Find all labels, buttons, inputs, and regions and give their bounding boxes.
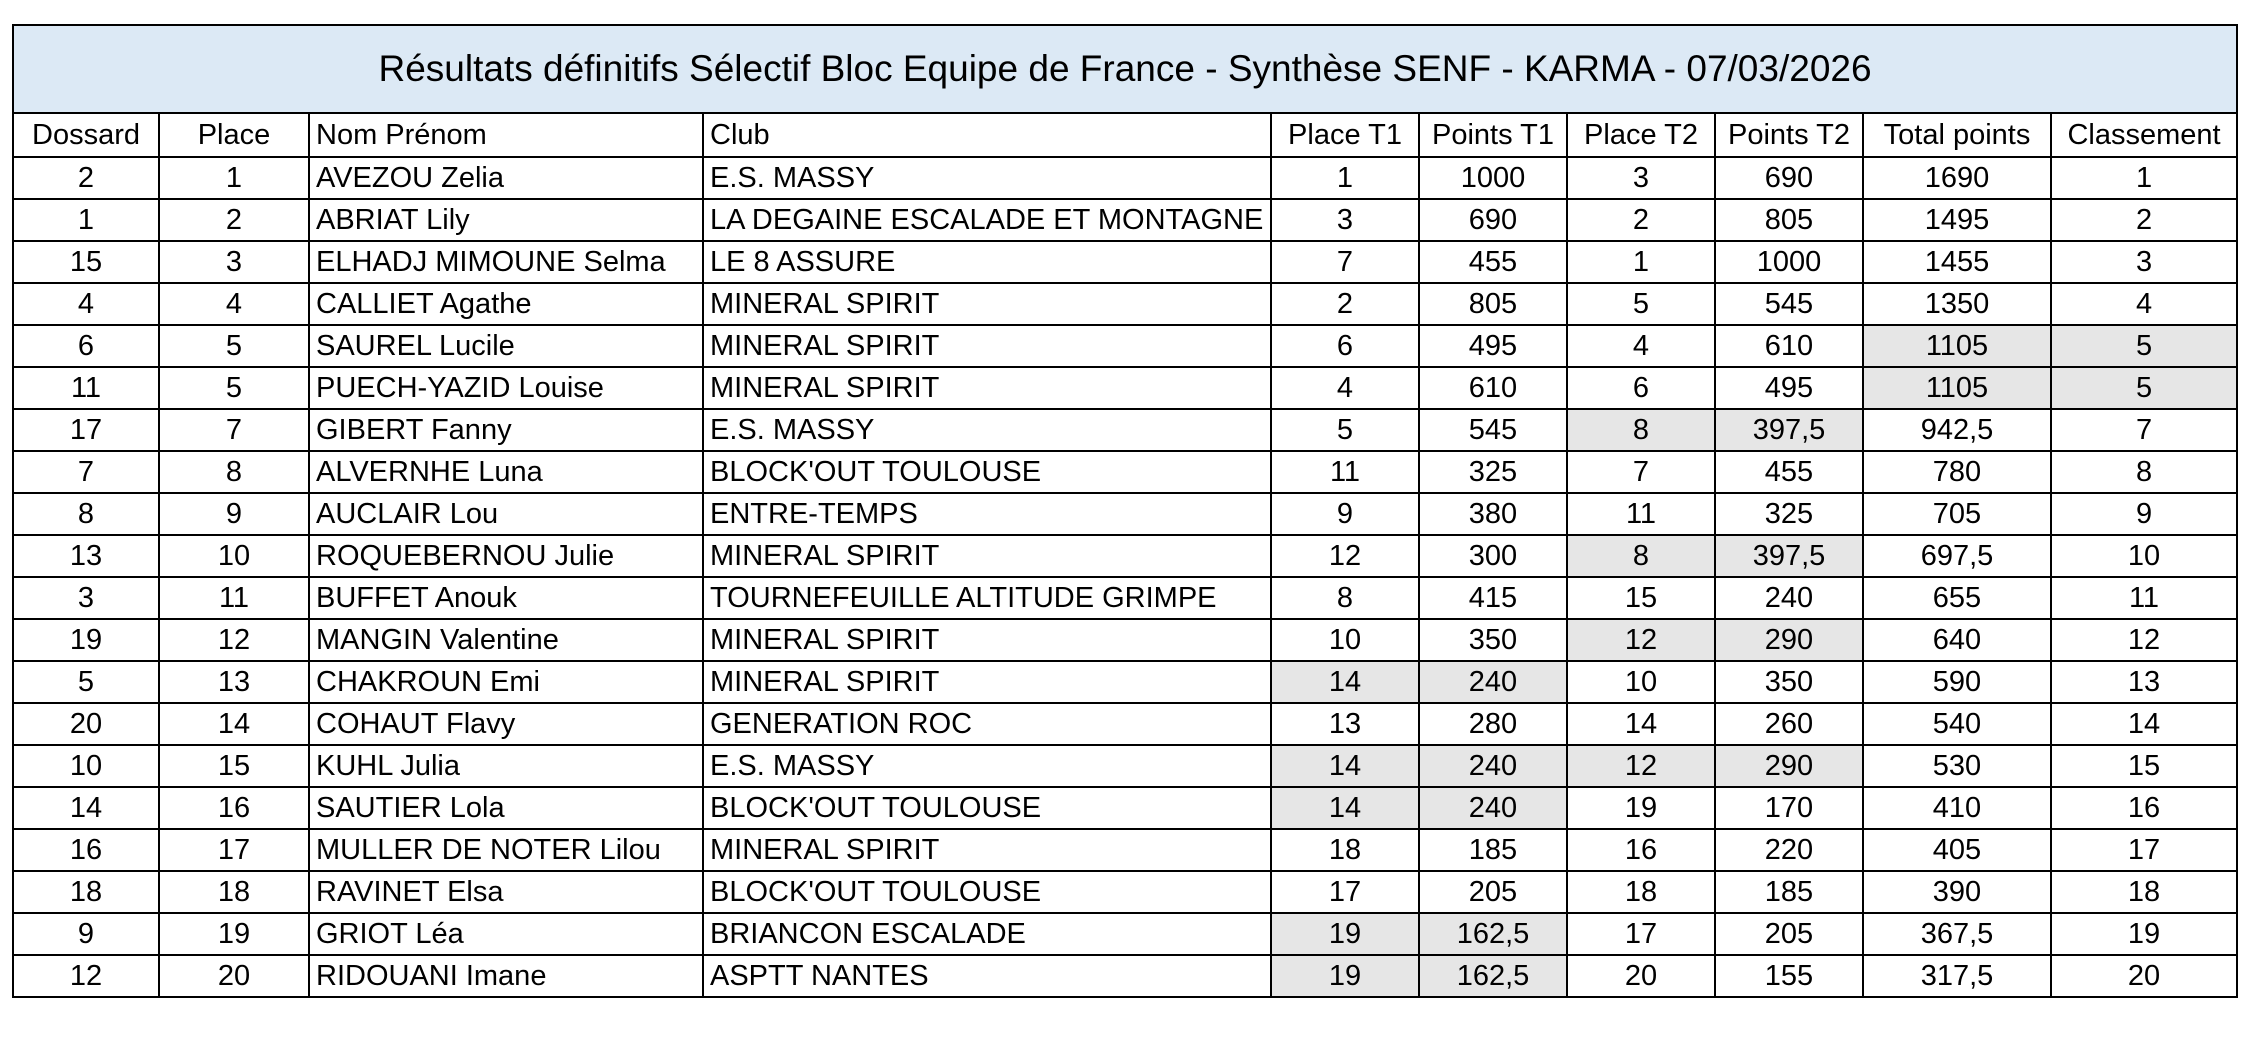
cell-place-t2: 6 — [1567, 367, 1715, 409]
cell-club: LE 8 ASSURE — [703, 241, 1271, 283]
table-row — [13, 199, 2237, 241]
table-row — [13, 577, 2237, 619]
cell-total-points: 780 — [1863, 451, 2051, 493]
cell-dossard: 13 — [13, 535, 159, 577]
cell-total-points: 640 — [1863, 619, 2051, 661]
table-row — [13, 451, 2237, 493]
cell-classement: 9 — [2051, 493, 2237, 535]
cell-place-t1: 11 — [1271, 451, 1419, 493]
cell-nom-prenom: ROQUEBERNOU Julie — [309, 535, 703, 577]
cell-place-t1: 3 — [1271, 199, 1419, 241]
table-row — [13, 493, 2237, 535]
results-table — [12, 24, 2238, 998]
cell-place-t1: 18 — [1271, 829, 1419, 871]
cell-club: MINERAL SPIRIT — [703, 535, 1271, 577]
cell-nom-prenom: SAUTIER Lola — [309, 787, 703, 829]
cell-club: ENTRE-TEMPS — [703, 493, 1271, 535]
header-dossard: Dossard — [13, 113, 159, 157]
cell-classement: 17 — [2051, 829, 2237, 871]
cell-place: 5 — [159, 367, 309, 409]
cell-place-t1: 13 — [1271, 703, 1419, 745]
cell-place: 1 — [159, 157, 309, 199]
cell-total-points: 1105 — [1863, 325, 2051, 367]
cell-points-t1: 1000 — [1419, 157, 1567, 199]
cell-dossard: 18 — [13, 871, 159, 913]
cell-place-t1: 12 — [1271, 535, 1419, 577]
header-points-t1: Points T1 — [1419, 113, 1567, 157]
cell-total-points: 697,5 — [1863, 535, 2051, 577]
page-title: Résultats définitifs Sélectif Bloc Equipe de France - Synthèse SENF - KARMA - 07/03/2026 — [13, 25, 2237, 113]
cell-classement: 7 — [2051, 409, 2237, 451]
table-row — [13, 241, 2237, 283]
cell-nom-prenom: CALLIET Agathe — [309, 283, 703, 325]
cell-place-t2: 18 — [1567, 871, 1715, 913]
cell-total-points: 1455 — [1863, 241, 2051, 283]
cell-points-t1: 240 — [1419, 745, 1567, 787]
cell-points-t1: 300 — [1419, 535, 1567, 577]
cell-classement: 14 — [2051, 703, 2237, 745]
cell-place: 3 — [159, 241, 309, 283]
cell-classement: 5 — [2051, 325, 2237, 367]
cell-points-t1: 240 — [1419, 787, 1567, 829]
cell-club: GENERATION ROC — [703, 703, 1271, 745]
cell-points-t1: 610 — [1419, 367, 1567, 409]
cell-club: MINERAL SPIRIT — [703, 619, 1271, 661]
cell-place-t2: 14 — [1567, 703, 1715, 745]
cell-dossard: 4 — [13, 283, 159, 325]
header-club: Club — [703, 113, 1271, 157]
header-classement: Classement — [2051, 113, 2237, 157]
cell-total-points: 1495 — [1863, 199, 2051, 241]
cell-classement: 16 — [2051, 787, 2237, 829]
cell-points-t1: 690 — [1419, 199, 1567, 241]
cell-place-t1: 9 — [1271, 493, 1419, 535]
cell-points-t2: 805 — [1715, 199, 1863, 241]
cell-place: 9 — [159, 493, 309, 535]
cell-place: 20 — [159, 955, 309, 997]
cell-points-t2: 205 — [1715, 913, 1863, 955]
cell-club: MINERAL SPIRIT — [703, 283, 1271, 325]
cell-place: 19 — [159, 913, 309, 955]
cell-place: 4 — [159, 283, 309, 325]
cell-points-t2: 397,5 — [1715, 535, 1863, 577]
cell-dossard: 19 — [13, 619, 159, 661]
cell-place: 18 — [159, 871, 309, 913]
cell-total-points: 590 — [1863, 661, 2051, 703]
cell-dossard: 20 — [13, 703, 159, 745]
header-place: Place — [159, 113, 309, 157]
cell-place: 17 — [159, 829, 309, 871]
table-row — [13, 913, 2237, 955]
cell-place-t1: 19 — [1271, 955, 1419, 997]
cell-dossard: 7 — [13, 451, 159, 493]
cell-classement: 1 — [2051, 157, 2237, 199]
cell-points-t2: 155 — [1715, 955, 1863, 997]
table-row — [13, 787, 2237, 829]
cell-place-t2: 5 — [1567, 283, 1715, 325]
cell-place: 16 — [159, 787, 309, 829]
cell-place: 12 — [159, 619, 309, 661]
cell-points-t1: 545 — [1419, 409, 1567, 451]
cell-points-t1: 805 — [1419, 283, 1567, 325]
cell-place-t1: 14 — [1271, 787, 1419, 829]
cell-total-points: 655 — [1863, 577, 2051, 619]
cell-club: E.S. MASSY — [703, 745, 1271, 787]
cell-classement: 13 — [2051, 661, 2237, 703]
cell-place-t2: 17 — [1567, 913, 1715, 955]
cell-club: E.S. MASSY — [703, 409, 1271, 451]
cell-points-t2: 220 — [1715, 829, 1863, 871]
cell-total-points: 540 — [1863, 703, 2051, 745]
cell-place-t2: 12 — [1567, 619, 1715, 661]
cell-classement: 4 — [2051, 283, 2237, 325]
cell-club: TOURNEFEUILLE ALTITUDE GRIMPE — [703, 577, 1271, 619]
cell-dossard: 6 — [13, 325, 159, 367]
cell-points-t1: 162,5 — [1419, 955, 1567, 997]
cell-place-t2: 20 — [1567, 955, 1715, 997]
cell-place-t2: 3 — [1567, 157, 1715, 199]
header-total-points: Total points — [1863, 113, 2051, 157]
cell-place-t1: 14 — [1271, 661, 1419, 703]
cell-classement: 12 — [2051, 619, 2237, 661]
cell-place: 15 — [159, 745, 309, 787]
cell-points-t2: 545 — [1715, 283, 1863, 325]
cell-points-t2: 290 — [1715, 619, 1863, 661]
cell-classement: 8 — [2051, 451, 2237, 493]
cell-nom-prenom: ELHADJ MIMOUNE Selma — [309, 241, 703, 283]
cell-place-t2: 1 — [1567, 241, 1715, 283]
cell-place-t2: 15 — [1567, 577, 1715, 619]
title-row — [13, 25, 2237, 113]
cell-club: BLOCK'OUT TOULOUSE — [703, 871, 1271, 913]
cell-points-t2: 350 — [1715, 661, 1863, 703]
cell-points-t1: 495 — [1419, 325, 1567, 367]
cell-club: BLOCK'OUT TOULOUSE — [703, 451, 1271, 493]
cell-place-t1: 14 — [1271, 745, 1419, 787]
cell-dossard: 3 — [13, 577, 159, 619]
cell-club: BLOCK'OUT TOULOUSE — [703, 787, 1271, 829]
cell-points-t1: 185 — [1419, 829, 1567, 871]
cell-points-t2: 290 — [1715, 745, 1863, 787]
cell-club: MINERAL SPIRIT — [703, 829, 1271, 871]
cell-dossard: 2 — [13, 157, 159, 199]
cell-nom-prenom: RIDOUANI Imane — [309, 955, 703, 997]
cell-points-t2: 690 — [1715, 157, 1863, 199]
cell-total-points: 530 — [1863, 745, 2051, 787]
cell-place-t2: 16 — [1567, 829, 1715, 871]
header-row — [13, 113, 2237, 157]
cell-total-points: 410 — [1863, 787, 2051, 829]
table-row — [13, 367, 2237, 409]
cell-place: 8 — [159, 451, 309, 493]
cell-nom-prenom: GRIOT Léa — [309, 913, 703, 955]
cell-points-t1: 350 — [1419, 619, 1567, 661]
cell-points-t1: 240 — [1419, 661, 1567, 703]
cell-points-t1: 325 — [1419, 451, 1567, 493]
cell-total-points: 390 — [1863, 871, 2051, 913]
cell-nom-prenom: PUECH-YAZID Louise — [309, 367, 703, 409]
cell-dossard: 17 — [13, 409, 159, 451]
cell-place-t1: 8 — [1271, 577, 1419, 619]
table-row — [13, 661, 2237, 703]
cell-club: ASPTT NANTES — [703, 955, 1271, 997]
cell-place: 10 — [159, 535, 309, 577]
cell-points-t2: 240 — [1715, 577, 1863, 619]
table-row — [13, 871, 2237, 913]
cell-points-t2: 325 — [1715, 493, 1863, 535]
cell-points-t2: 170 — [1715, 787, 1863, 829]
table-row — [13, 157, 2237, 199]
cell-dossard: 11 — [13, 367, 159, 409]
cell-classement: 19 — [2051, 913, 2237, 955]
cell-points-t1: 205 — [1419, 871, 1567, 913]
cell-total-points: 317,5 — [1863, 955, 2051, 997]
header-place-t2: Place T2 — [1567, 113, 1715, 157]
cell-place-t1: 1 — [1271, 157, 1419, 199]
cell-classement: 10 — [2051, 535, 2237, 577]
cell-place-t1: 7 — [1271, 241, 1419, 283]
cell-classement: 11 — [2051, 577, 2237, 619]
cell-total-points: 367,5 — [1863, 913, 2051, 955]
cell-total-points: 1690 — [1863, 157, 2051, 199]
cell-points-t1: 455 — [1419, 241, 1567, 283]
cell-dossard: 16 — [13, 829, 159, 871]
cell-dossard: 15 — [13, 241, 159, 283]
cell-place-t1: 4 — [1271, 367, 1419, 409]
table-row — [13, 325, 2237, 367]
cell-club: LA DEGAINE ESCALADE ET MONTAGNE — [703, 199, 1271, 241]
table-row — [13, 283, 2237, 325]
cell-club: BRIANCON ESCALADE — [703, 913, 1271, 955]
cell-club: E.S. MASSY — [703, 157, 1271, 199]
cell-club: MINERAL SPIRIT — [703, 325, 1271, 367]
cell-dossard: 8 — [13, 493, 159, 535]
cell-nom-prenom: ABRIAT Lily — [309, 199, 703, 241]
cell-place-t2: 10 — [1567, 661, 1715, 703]
cell-nom-prenom: BUFFET Anouk — [309, 577, 703, 619]
header-points-t2: Points T2 — [1715, 113, 1863, 157]
cell-place-t1: 10 — [1271, 619, 1419, 661]
cell-place-t2: 12 — [1567, 745, 1715, 787]
cell-classement: 3 — [2051, 241, 2237, 283]
cell-points-t2: 185 — [1715, 871, 1863, 913]
cell-dossard: 1 — [13, 199, 159, 241]
cell-nom-prenom: MULLER DE NOTER Lilou — [309, 829, 703, 871]
cell-nom-prenom: AVEZOU Zelia — [309, 157, 703, 199]
cell-total-points: 405 — [1863, 829, 2051, 871]
cell-place-t2: 19 — [1567, 787, 1715, 829]
cell-classement: 20 — [2051, 955, 2237, 997]
cell-nom-prenom: SAUREL Lucile — [309, 325, 703, 367]
cell-classement: 18 — [2051, 871, 2237, 913]
cell-place-t1: 6 — [1271, 325, 1419, 367]
cell-nom-prenom: CHAKROUN Emi — [309, 661, 703, 703]
cell-club: MINERAL SPIRIT — [703, 661, 1271, 703]
cell-nom-prenom: MANGIN Valentine — [309, 619, 703, 661]
cell-place-t2: 11 — [1567, 493, 1715, 535]
cell-dossard: 5 — [13, 661, 159, 703]
cell-place-t1: 2 — [1271, 283, 1419, 325]
cell-points-t2: 495 — [1715, 367, 1863, 409]
cell-total-points: 942,5 — [1863, 409, 2051, 451]
table-row — [13, 535, 2237, 577]
header-nom-prenom: Nom Prénom — [309, 113, 703, 157]
table-row — [13, 409, 2237, 451]
cell-nom-prenom: COHAUT Flavy — [309, 703, 703, 745]
cell-dossard: 14 — [13, 787, 159, 829]
table-row — [13, 703, 2237, 745]
cell-dossard: 9 — [13, 913, 159, 955]
cell-nom-prenom: GIBERT Fanny — [309, 409, 703, 451]
table-row — [13, 745, 2237, 787]
cell-place-t2: 7 — [1567, 451, 1715, 493]
cell-classement: 5 — [2051, 367, 2237, 409]
cell-points-t2: 455 — [1715, 451, 1863, 493]
cell-place-t2: 2 — [1567, 199, 1715, 241]
cell-place: 2 — [159, 199, 309, 241]
cell-nom-prenom: ALVERNHE Luna — [309, 451, 703, 493]
cell-club: MINERAL SPIRIT — [703, 367, 1271, 409]
cell-points-t1: 162,5 — [1419, 913, 1567, 955]
cell-points-t1: 415 — [1419, 577, 1567, 619]
cell-classement: 15 — [2051, 745, 2237, 787]
cell-place-t1: 17 — [1271, 871, 1419, 913]
cell-place-t1: 19 — [1271, 913, 1419, 955]
cell-points-t2: 260 — [1715, 703, 1863, 745]
cell-dossard: 10 — [13, 745, 159, 787]
cell-points-t1: 280 — [1419, 703, 1567, 745]
cell-place: 5 — [159, 325, 309, 367]
cell-place: 13 — [159, 661, 309, 703]
cell-place: 7 — [159, 409, 309, 451]
cell-nom-prenom: KUHL Julia — [309, 745, 703, 787]
cell-place: 14 — [159, 703, 309, 745]
cell-total-points: 1105 — [1863, 367, 2051, 409]
header-place-t1: Place T1 — [1271, 113, 1419, 157]
cell-place-t2: 4 — [1567, 325, 1715, 367]
cell-points-t2: 1000 — [1715, 241, 1863, 283]
table-row — [13, 829, 2237, 871]
table-row — [13, 955, 2237, 997]
cell-total-points: 705 — [1863, 493, 2051, 535]
cell-nom-prenom: AUCLAIR Lou — [309, 493, 703, 535]
cell-nom-prenom: RAVINET Elsa — [309, 871, 703, 913]
cell-place-t1: 5 — [1271, 409, 1419, 451]
table-row — [13, 619, 2237, 661]
cell-points-t1: 380 — [1419, 493, 1567, 535]
cell-classement: 2 — [2051, 199, 2237, 241]
cell-points-t2: 397,5 — [1715, 409, 1863, 451]
cell-points-t2: 610 — [1715, 325, 1863, 367]
cell-place: 11 — [159, 577, 309, 619]
cell-total-points: 1350 — [1863, 283, 2051, 325]
cell-dossard: 12 — [13, 955, 159, 997]
cell-place-t2: 8 — [1567, 535, 1715, 577]
cell-place-t2: 8 — [1567, 409, 1715, 451]
